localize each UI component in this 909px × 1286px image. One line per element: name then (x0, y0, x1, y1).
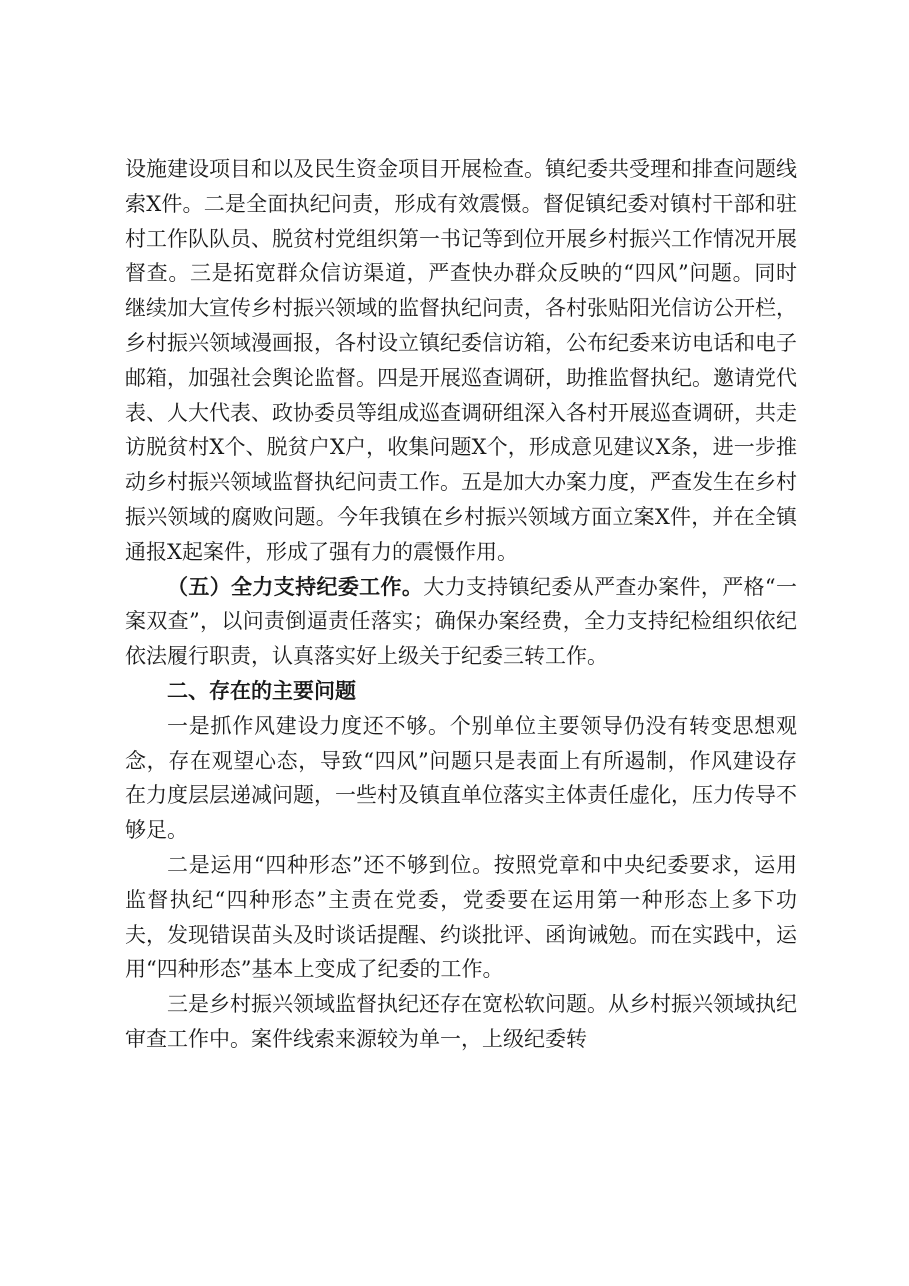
section-heading-five: （五）全力支持纪委工作。 (167, 573, 424, 599)
paragraph-support-discipline-committee (125, 570, 797, 674)
document-body (125, 152, 797, 1057)
paragraph-problem-one: 一是抓作风建设力度还不够。个别单位主要领导仍没有转变思想观念，存在观望心态，导致“四风”问题只是表面上有所遏制，作风建设存在力度层层递减问题，一些村及镇直单位落实主体责任虚化，压力传导不够足。 (125, 713, 797, 843)
paragraph-problem-three: 三是乡村振兴领域监督执纪还存在宽松软问题。从乡村振兴领域执纪审查工作中。案件线索来源较为单一，上级纪委转 (125, 992, 797, 1051)
paragraph-support-body: 大力支持镇纪委从严查办案件，严格“一案双查”，以问责倒逼责任落实；确保办案经费，全力支持纪检组织依纪依法履行职责，认真落实好上级关于纪委三转工作。 (125, 574, 798, 669)
paragraph-problem-two: 二是运用“四种形态”还不够到位。按照党章和中央纪委要求，运用监督执纪“四种形态”主责在党委，党委要在运用第一种形态上多下功夫，发现错误苗头及时谈话提醒、约谈批评、函询诫勉。而在实践中，运用“四种形态”基本上变成了纪委的工作。 (125, 852, 797, 982)
paragraph-inspection-summary: 设施建设项目和以及民生资金项目开展检查。镇纪委共受理和排查问题线索X件。二是全面执纪问责，形成有效震慑。督促镇纪委对镇村干部和驻村工作队队员、脱贫村党组织第一书记等到位开展乡村振兴工作情况开展督查。三是拓宽群众信访渠道，严查快办群众反映的“四风”问题。同时继续加大宣传乡村振兴领域的监督执纪问责，各村张贴阳光信访公开栏，乡村振兴领域漫画报，各村设立镇纪委信访箱，公布纪委来访电话和电子邮箱，加强社会舆论监督。四是开展巡查调研，助推监督执纪。邀请党代表、人大代表、政协委员等组成巡查调研组深入各村开展巡查调研，共走访脱贫村X个、脱贫户X户，收集问题X个，形成意见建议X条，进一步推动乡村振兴领域监督执纪问责工作。五是加大办案力度，严查发生在乡村振兴领域的腐败问题。今年我镇在乡村振兴领域方面立案X件，并在全镇通报X起案件，形成了强有力的震慑作用。 (125, 157, 797, 564)
section-heading-main-problems: 二、存在的主要问题 (167, 678, 356, 703)
